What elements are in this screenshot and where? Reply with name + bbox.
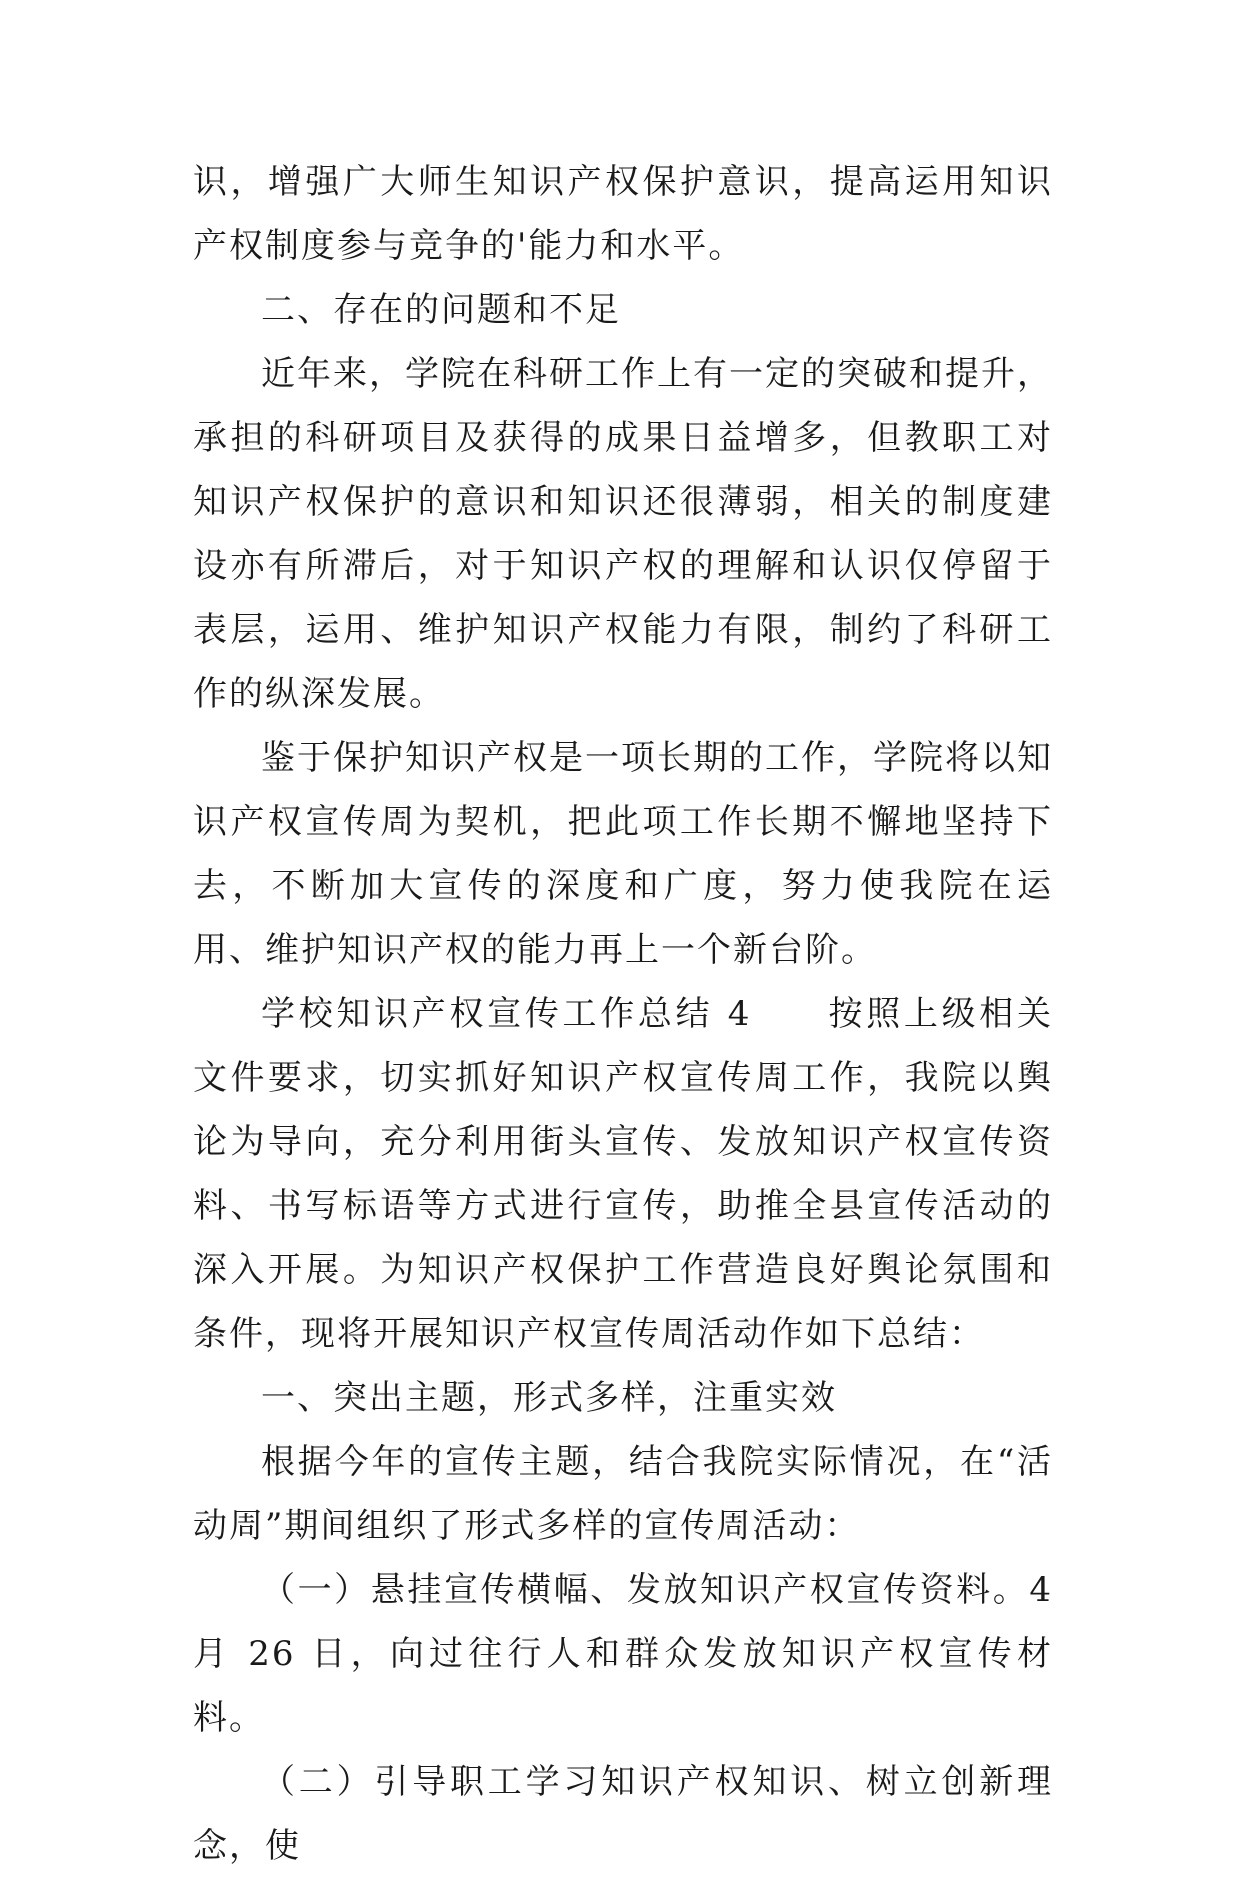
paragraph-summary-4: 学校知识产权宣传工作总结 4 按照上级相关文件要求，切实抓好知识产权宣传周工作，我院以舆论为导向，充分利用街头宣传、发放知识产权宣传资料、书写标语等方式进行宣传，助推全县宣传活动的深入开展。为知识产权保护工作营造良好舆论氛围和条件，现将开展知识产权宣传周活动作如下总结： <box>193 994 1053 1354</box>
paragraph-long-term-work: 鉴于保护知识产权是一项长期的工作，学院将以知识产权宣传周为契机，把此项工作长期不懈地坚持下去，不断加大宣传的深度和广度，努力使我院在运用、维护知识产权的能力再上一个新台阶。 <box>193 738 1053 970</box>
paragraph-activity-week: 根据今年的宣传主题，结合我院实际情况，在“活动周”期间组织了形式多样的宣传周活动： <box>193 1442 1053 1546</box>
document-body <box>193 150 1053 1878</box>
section-heading-theme: 一、突出主题，形式多样，注重实效 <box>261 1378 837 1418</box>
paragraph-continuation: 识，增强广大师生知识产权保护意识，提高运用知识产权制度参与竞争的'能力和水平。 <box>193 162 1053 266</box>
section-heading-problems: 二、存在的问题和不足 <box>261 290 621 330</box>
list-item-1: （一）悬挂宣传横幅、发放知识产权宣传资料。4 月 26 日，向过往行人和群众发放知识产权宣传材料。 <box>193 1570 1053 1738</box>
list-item-2: （二）引导职工学习知识产权知识、树立创新理念，使 <box>193 1762 1053 1866</box>
paragraph-recent-years: 近年来，学院在科研工作上有一定的突破和提升，承担的科研项目及获得的成果日益增多，但教职工对知识产权保护的意识和知识还很薄弱，相关的制度建设亦有所滞后，对于知识产权的理解和认识仅停留于表层，运用、维护知识产权能力有限，制约了科研工作的纵深发展。 <box>193 354 1053 714</box>
